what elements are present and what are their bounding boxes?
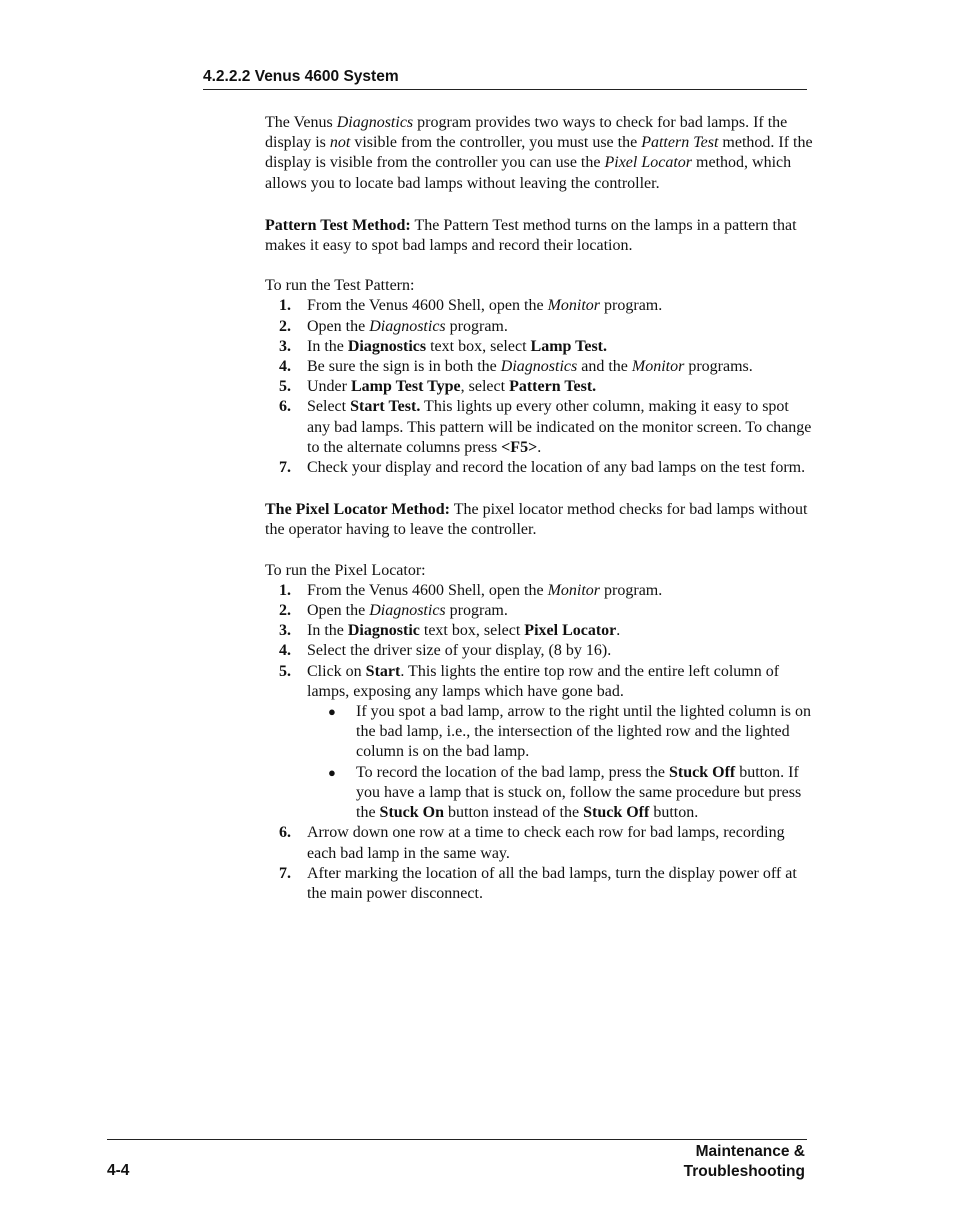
step-text: This lights up every other column, making it easy to spot any bad lamps. This pattern will be indicated on the monitor screen. To change to the alternate columns press [307, 398, 812, 456]
step-italic: Diagnostics [369, 602, 446, 620]
pattern-intro: To run the Test Pattern: [265, 277, 415, 295]
step-number: 6. [279, 824, 291, 842]
pixel-method-paragraph [265, 500, 813, 540]
sub-bullet-list [307, 702, 813, 823]
bullet-text: button. If you have a lamp that is stuck on, follow the same procedure but press the [356, 763, 802, 822]
intro-paragraph [265, 113, 813, 194]
pixel-steps-list [265, 581, 813, 904]
footer-section-name [684, 1142, 805, 1182]
step-bold: Start [365, 662, 401, 680]
step-text: . This lights the entire top row and the entire left column of lamps, exposing any lamps which have gone bad. [307, 662, 780, 700]
step-text: In the [307, 337, 348, 355]
document-body [265, 113, 813, 904]
list-item [265, 458, 813, 478]
step-text: program. [600, 581, 663, 599]
bullet-text: To record the location of the bad lamp, press the [356, 763, 669, 781]
list-item [265, 581, 813, 601]
step-text: Open the [307, 602, 370, 620]
intro-text: visible from the controller, you must use the [350, 134, 642, 152]
step-number: 4. [279, 642, 291, 660]
step-bold: Pattern Test. [509, 378, 597, 396]
intro-text: The Venus [265, 114, 337, 131]
footer-rule [107, 1139, 807, 1140]
bullet-bold: Stuck Off [583, 804, 650, 822]
step-number: 7. [279, 864, 291, 882]
step-text: Check your display and record the location of any bad lamps on the test form. [307, 459, 806, 477]
step-bold: Lamp Test Type [350, 378, 461, 396]
list-item [265, 641, 813, 661]
step-text: text box, select [426, 337, 531, 355]
step-bold: Start Test. [350, 398, 421, 416]
bullet-text: If you spot a bad lamp, arrow to the right until the lighted column is on the bad lamp, i.e., the intersection of the lighted row and the lighted column is on the bad lamp. [356, 703, 812, 761]
step-text: programs. [684, 358, 753, 376]
step-bold: Pixel Locator [524, 622, 617, 640]
step-number: 7. [279, 459, 291, 477]
step-text: Arrow down one row at a time to check each row for bad lamps, recording each bad lamp in the same way. [307, 824, 785, 862]
step-text: In the [307, 622, 348, 640]
step-text: From the Venus 4600 Shell, open the [307, 581, 548, 599]
list-item [265, 662, 813, 824]
pattern-method-paragraph [265, 216, 813, 256]
pattern-steps-list [265, 296, 813, 478]
intro-italic: Pixel Locator [604, 154, 693, 172]
pixel-intro: To run the Pixel Locator: [265, 561, 426, 579]
step-text: program. [445, 317, 508, 335]
step-number: 3. [279, 622, 291, 640]
bullet-text: button. [649, 804, 699, 822]
step-italic: Diagnostics [369, 317, 446, 335]
list-item [265, 601, 813, 621]
intro-italic: Diagnostics [336, 114, 414, 131]
step-text: program. [445, 602, 508, 620]
step-text: From the Venus 4600 Shell, open the [307, 297, 548, 315]
step-italic: Diagnostics [500, 358, 578, 376]
list-item [265, 864, 813, 904]
step-number: 2. [279, 602, 291, 620]
step-italic: Monitor [547, 581, 601, 599]
list-item [265, 337, 813, 357]
pixel-method-text: The pixel locator method checks for bad lamps without the operator having to leave the controller. [265, 501, 808, 539]
step-text: and the [577, 358, 632, 376]
list-item [307, 702, 813, 763]
intro-italic: not [329, 134, 351, 152]
step-text: After marking the location of all the bad lamps, turn the display power off at the main power disconnect. [307, 864, 797, 902]
list-item [265, 397, 813, 458]
step-italic: Monitor [631, 358, 685, 376]
list-item [265, 317, 813, 337]
step-bold: <F5> [501, 438, 538, 456]
pixel-method-label: The Pixel Locator Method: [265, 501, 451, 519]
step-number: 5. [279, 662, 291, 680]
bullet-bold: Stuck Off [669, 763, 736, 781]
step-text: Select [307, 398, 351, 416]
intro-text: program provides two ways to check for bad lamps. If the display is [265, 114, 788, 152]
list-item [265, 377, 813, 397]
bullet-bold: Stuck On [379, 804, 445, 822]
page-number: 4-4 [107, 1162, 130, 1179]
step-text: . [616, 622, 621, 640]
step-text: Open the [307, 317, 370, 335]
step-number: 6. [279, 398, 291, 416]
list-item [265, 296, 813, 316]
step-number: 5. [279, 378, 291, 396]
step-number: 1. [279, 581, 291, 599]
bullet-icon: ● [328, 764, 336, 780]
heading-rule [203, 89, 807, 90]
step-text: text box, select [419, 622, 525, 640]
step-bold: Diagnostic [347, 622, 420, 640]
step-text: Click on [307, 662, 366, 680]
step-number: 2. [279, 317, 291, 335]
bullet-text: button instead of the [444, 804, 584, 822]
pattern-method-text: The Pattern Test method turns on the lamps in a pattern that makes it easy to spot bad lamps and record their location. [265, 216, 797, 255]
step-text: . [537, 438, 542, 456]
list-item [265, 357, 813, 377]
intro-italic: Pattern Test [641, 134, 719, 152]
step-text: , select [460, 378, 510, 396]
step-number: 1. [279, 297, 291, 315]
list-item [265, 823, 813, 863]
footer-section-line: Troubleshooting [683, 1163, 805, 1180]
section-heading: 4.2.2.2 Venus 4600 System [203, 68, 399, 85]
step-text: Select the driver size of your display, (8 by 16). [307, 642, 612, 660]
list-item [265, 621, 813, 641]
step-bold: Diagnostics [347, 337, 427, 355]
intro-text: method, which allows you to locate bad lamps without leaving the controller. [265, 154, 792, 192]
step-bold: Lamp Test. [530, 337, 607, 355]
intro-text: method. If the display is visible from the controller you can use the [265, 134, 813, 172]
pattern-method-label: Pattern Test Method: [265, 216, 411, 234]
footer-section-line: Maintenance & [695, 1143, 805, 1160]
step-text: Under [307, 378, 351, 396]
step-text: Be sure the sign is in both the [307, 358, 501, 376]
step-text: program. [600, 297, 663, 315]
list-item [307, 763, 813, 824]
step-italic: Monitor [547, 297, 601, 315]
step-number: 3. [279, 337, 291, 355]
step-number: 4. [279, 358, 291, 376]
bullet-icon: ● [328, 704, 336, 720]
